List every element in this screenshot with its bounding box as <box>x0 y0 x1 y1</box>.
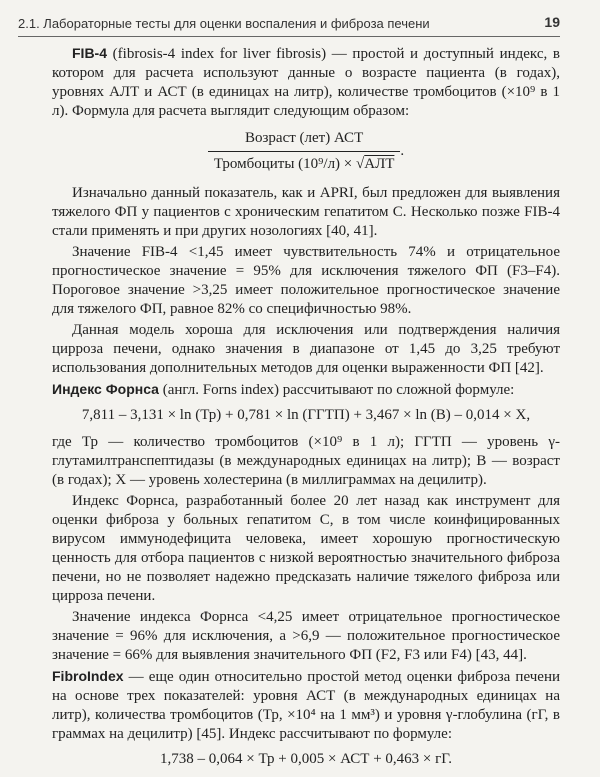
formula-numerator: Возраст (лет) АСТ <box>208 129 401 152</box>
formula-denominator <box>208 152 401 174</box>
paragraph-model: Данная модель хороша для исключения или подтверждения наличия цирроза печени, однако значения в диапазоне от 1,45 до 3,25 требуют использования дополнительных методов для оценки выраженности ФП [42]. <box>52 322 560 376</box>
formula-denominator-pre: Тромбоциты (10⁹/л) × √ <box>213 156 365 172</box>
page-number: 19 <box>544 14 560 30</box>
term-fibroindex: FibroIndex <box>52 668 124 684</box>
paragraph-forns-text: (англ. Forns index) рассчитывают по сложной формуле: <box>158 382 515 398</box>
paragraph-fibroindex <box>52 667 560 744</box>
paragraph-fib4 <box>52 44 560 121</box>
formula-fibroindex: 1,738 – 0,064 × Тр + 0,005 × АСТ + 0,463 × гГ. <box>159 751 453 767</box>
formula-root: АЛТ <box>364 156 395 172</box>
header-title: 2.1. Лабораторные тесты для оценки воспаления и фиброза печени <box>18 16 430 31</box>
formula-end: . <box>400 142 405 159</box>
term-forns: Индекс Форнса <box>52 381 159 397</box>
paragraph-thresholds: Значение FIB-4 <1,45 имеет чувствительность 74% и отрицательное прогностическое значение = 95% для исключения тяжелого ФП (F3–F4). Пороговое значение >3,25 имеет положительное прогностическое значение для тяжелого ФП, равное 82% со специфичностью 98%. <box>52 244 560 317</box>
paragraph-fib4-text: (fibrosis-4 index for liver fibrosis) — простой и доступный индекс, в котором для расчета используют данные о возрасте пациента (в годах), уровнях АЛТ и АСТ (в единицах на литр), количестве тромбоцитов (×10⁹ в 1 л). Формула для расчета выглядит следующим образом: <box>52 46 560 119</box>
paragraph-origin: Изначально данный показатель, как и APRI, был предложен для выявления тяжелого ФП у пациентов с хроническим гепатитом С. Несколько позже FIB-4 стали применять и при других нозологиях [40, 41]. <box>52 185 560 239</box>
term-fib4: FIB-4 <box>72 45 107 61</box>
paragraph-forns-values: Значение индекса Форнса <4,25 имеет отрицательное прогностическое значение = 96% для исключения, а >6,9 — положительное прогностическое значение = 66% для выявления значительного ФП (F2, F3 или F4) [43, 44]. <box>52 609 560 663</box>
formula-fraction <box>208 129 401 174</box>
paragraph-forns <box>52 380 560 400</box>
page-body <box>52 44 560 777</box>
formula-fib4 <box>52 129 560 174</box>
paragraph-fibroindex-text: — еще один относительно простой метод оценки фиброза печени на основе трех показателей: уровня АСТ (в международных единицах на литр), количества тромбоцитов (Тр, ×10⁴ на 1 мм³) и уровня γ-глобулина (гГ, в граммах на децилитр) [45]. Индекс рассчитывают по формуле: <box>52 669 560 742</box>
paragraph-legend: где Тр — количество тромбоцитов (×10⁹ в 1 л); ГГТП — уровень γ-глутамилтранспептидазы (в международных единицах на литр); В — возраст (в годах); Х — уровень холестерина (в миллиграммах на децилитр). <box>52 434 560 488</box>
paragraph-forns-history: Индекс Форнса, разработанный более 20 лет назад как инструмент для оценки фиброза у больных гепатитом С, в том числе коинфицированных вирусом иммунодефицита человека, имеет хорошую прогностическую ценность для отбора пациентов с низкой вероятностью значительного фиброза печени, но не позволяет надежно предсказать наличие тяжелого фиброза или цирроза печени. <box>52 493 560 604</box>
formula-forns: 7,811 – 3,131 × ln (Тр) + 0,781 × ln (ГГТП) + 3,467 × ln (В) – 0,014 × Х, <box>81 407 531 423</box>
running-header <box>18 14 560 37</box>
